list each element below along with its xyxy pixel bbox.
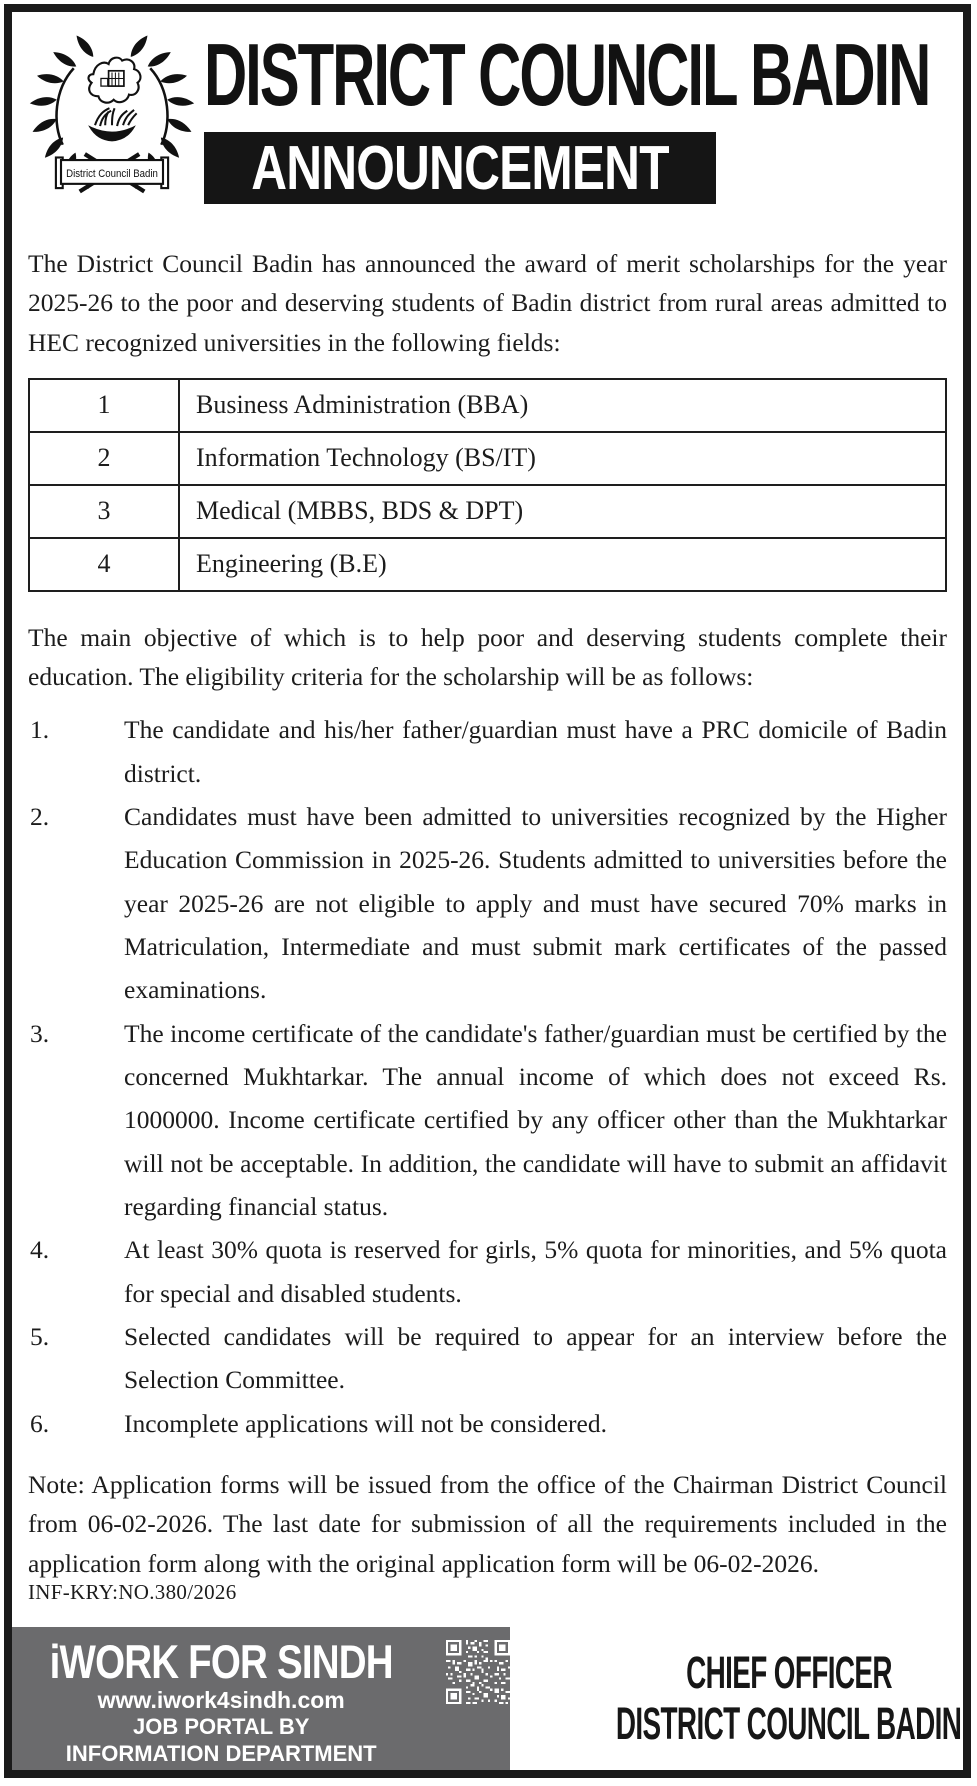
org-line: DISTRICT COUNCIL BADIN [616,1697,962,1749]
table-row [29,538,946,591]
portal-url: www.iwork4sindh.com [97,1687,345,1714]
chief-officer-line: CHIEF OFFICER [686,1647,892,1699]
criteria-item [28,1315,947,1402]
criteria-text: Selected candidates will be required to appear for an interview before the Selection Committee. [124,1322,947,1395]
criteria-number: 5. [30,1322,50,1352]
criteria-item [28,795,947,1012]
criteria-text: Incomplete applications will not be considered. [124,1408,607,1438]
field-number-cell: 1 [29,379,179,432]
council-emblem-icon [26,30,198,200]
table-row [29,485,946,538]
work-for-sindh-logo: iWORK FOR SINDH [49,1635,393,1688]
criteria-text: The candidate and his/her father/guardian must have a PRC domicile of Badin district. [124,715,947,788]
criteria-item [28,1402,947,1445]
note-paragraph: Note: Application forms will be issued from the office of the Chairman District Council from 06-02-2026. The last date for submission of all the requirements included in the application form along with the original application form will be 06-02-2026. [28,1470,947,1578]
work-for-sindh-banner [12,1627,510,1770]
criteria-item [28,708,947,795]
intro-paragraph: The District Council Badin has announced the award of merit scholarships for the year 2025-26 to the poor and deserving students of Badin district from rural areas admitted to HEC recognized universities in the following fields: [28,249,947,357]
criteria-number: 4. [30,1235,50,1265]
portal-line2: INFORMATION DEPARTMENT [65,1741,377,1767]
work-for-sindh-text-block [12,1637,430,1768]
table-row [29,432,946,485]
header [12,12,963,204]
field-number-cell: 2 [29,432,179,485]
criteria-number: 6. [30,1408,50,1438]
page-title: DISTRICT COUNCIL BADIN [204,25,930,124]
header-titles [198,25,971,204]
objective-paragraph: The main objective of which is to help poor and deserving students complete their education. The eligibility criteria for the scholarship will be as follows: [28,622,947,692]
logo-caption: District Council Badin [66,168,158,181]
field-name-cell: Medical (MBBS, BDS & DPT) [179,485,946,538]
portal-line1: JOB PORTAL BY [132,1714,310,1740]
footer [12,1627,963,1770]
page-frame [4,4,971,1778]
reference-number: INF-KRY:NO.380/2026 [28,1580,237,1604]
table-row [29,379,946,432]
criteria-item [28,1012,947,1229]
qr-code-icon [446,1640,510,1704]
criteria-number: 1. [30,715,50,745]
announcement-banner [204,132,716,204]
eligibility-criteria-list [28,708,947,1445]
announcement-label: ANNOUNCEMENT [251,133,669,203]
field-name-cell: Engineering (B.E) [179,538,946,591]
criteria-number: 2. [30,802,50,832]
field-number-cell: 3 [29,485,179,538]
fields-table [28,378,947,592]
criteria-number: 3. [30,1018,50,1048]
field-name-cell: Business Administration (BBA) [179,379,946,432]
signature-block [510,1627,971,1770]
criteria-text: Candidates must have been admitted to universities recognized by the Higher Education Commission in 2025-26. Students admitted to universities before the year 2025-26 are not eligible to apply and must have secured 70% marks in Matriculation, Intermediate and must submit mark certificates of the passed examinations. [124,802,947,1005]
criteria-text: At least 30% quota is reserved for girls, 5% quota for minorities, and 5% quota for special and disabled students. [124,1235,947,1308]
criteria-text: The income certificate of the candidate's father/guardian must be certified by the concerned Mukhtarkar. The annual income of which does not exceed Rs. 1000000. Income certificate certified by any officer other than the Mukhtarkar will not be acceptable. In addition, the candidate will have to submit an affidavit regarding financial status. [124,1018,947,1222]
field-number-cell: 4 [29,538,179,591]
field-name-cell: Information Technology (BS/IT) [179,432,946,485]
criteria-item [28,1228,947,1315]
